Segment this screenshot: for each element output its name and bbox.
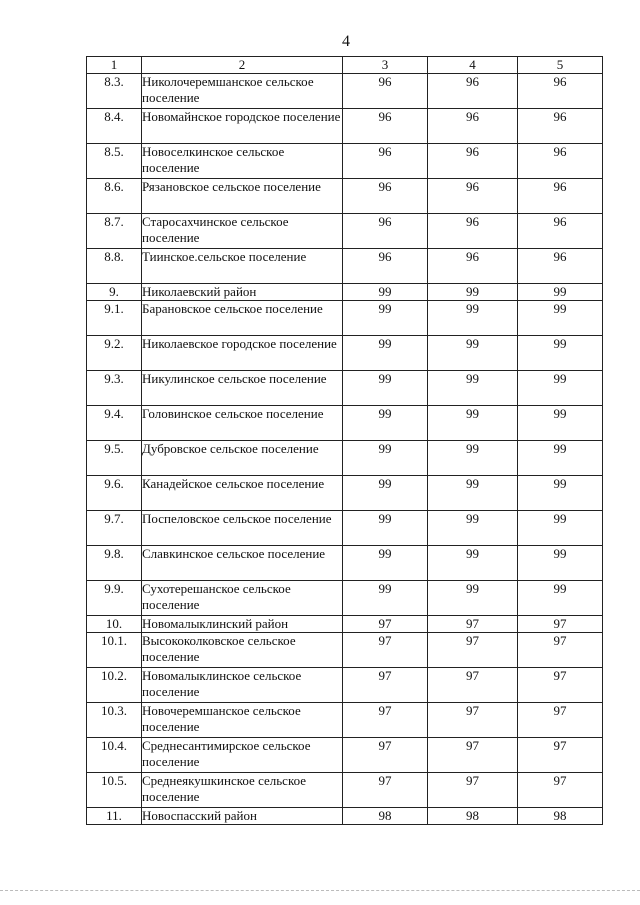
row-value-col4: 96 [428, 214, 518, 249]
row-name: Новомайнское городское поселение [142, 109, 343, 144]
row-number: 8.8. [87, 249, 142, 284]
row-value-col5: 99 [518, 581, 603, 616]
row-number: 9.9. [87, 581, 142, 616]
row-number: 8.5. [87, 144, 142, 179]
row-name: Канадейское сельское поселение [142, 476, 343, 511]
row-value-col5: 97 [518, 633, 603, 668]
table-row [87, 371, 603, 406]
row-value-col5: 96 [518, 249, 603, 284]
row-value-col5: 99 [518, 441, 603, 476]
row-value-col4: 99 [428, 406, 518, 441]
table-row [87, 703, 603, 738]
row-number: 10. [87, 616, 142, 633]
row-name: Дубровское сельское поселение [142, 441, 343, 476]
row-value-col3: 96 [343, 109, 428, 144]
scan-edge-line [0, 890, 640, 891]
row-number: 8.6. [87, 179, 142, 214]
row-value-col4: 99 [428, 284, 518, 301]
row-value-col3: 99 [343, 476, 428, 511]
row-value-col4: 97 [428, 616, 518, 633]
row-name: Рязановское сельское поселение [142, 179, 343, 214]
table-row [87, 738, 603, 773]
row-value-col4: 96 [428, 109, 518, 144]
row-name: Никулинское сельское поселение [142, 371, 343, 406]
table-header-row [87, 57, 603, 74]
table-row [87, 773, 603, 808]
row-number: 8.3. [87, 74, 142, 109]
row-value-col5: 97 [518, 668, 603, 703]
row-name: Среднесантимирское сельское поселение [142, 738, 343, 773]
row-value-col4: 97 [428, 738, 518, 773]
row-number: 8.4. [87, 109, 142, 144]
row-value-col4: 96 [428, 74, 518, 109]
header-col-1: 1 [87, 57, 142, 74]
table-row [87, 214, 603, 249]
row-value-col5: 96 [518, 144, 603, 179]
table-row [87, 808, 603, 825]
row-value-col5: 96 [518, 109, 603, 144]
row-value-col5: 97 [518, 738, 603, 773]
row-value-col3: 99 [343, 301, 428, 336]
row-value-col3: 97 [343, 668, 428, 703]
table-row [87, 406, 603, 441]
row-number: 9.4. [87, 406, 142, 441]
row-value-col5: 96 [518, 179, 603, 214]
row-name: Николочеремшанское сельское поселение [142, 74, 343, 109]
header-col-4: 4 [428, 57, 518, 74]
row-name: Николаевский район [142, 284, 343, 301]
row-number: 10.2. [87, 668, 142, 703]
row-value-col3: 97 [343, 703, 428, 738]
row-value-col3: 96 [343, 249, 428, 284]
row-number: 10.5. [87, 773, 142, 808]
row-name: Новоспасский район [142, 808, 343, 825]
row-value-col5: 99 [518, 301, 603, 336]
header-col-5: 5 [518, 57, 603, 74]
row-value-col5: 96 [518, 214, 603, 249]
row-value-col4: 99 [428, 441, 518, 476]
row-name: Барановское сельское поселение [142, 301, 343, 336]
row-name: Головинское сельское поселение [142, 406, 343, 441]
row-name: Старосахчинское сельское поселение [142, 214, 343, 249]
row-value-col3: 97 [343, 633, 428, 668]
data-table [86, 56, 603, 825]
row-value-col3: 99 [343, 336, 428, 371]
header-col-2: 2 [142, 57, 343, 74]
row-number: 11. [87, 808, 142, 825]
row-value-col4: 97 [428, 703, 518, 738]
row-number: 9.5. [87, 441, 142, 476]
row-value-col4: 99 [428, 546, 518, 581]
row-name: Новомалыклинское сельское поселение [142, 668, 343, 703]
row-number: 9.1. [87, 301, 142, 336]
table-row [87, 336, 603, 371]
header-col-3: 3 [343, 57, 428, 74]
row-value-col3: 96 [343, 214, 428, 249]
row-value-col5: 98 [518, 808, 603, 825]
row-value-col4: 99 [428, 301, 518, 336]
table-row [87, 581, 603, 616]
row-number: 10.1. [87, 633, 142, 668]
table-row [87, 249, 603, 284]
row-number: 9. [87, 284, 142, 301]
table-row [87, 616, 603, 633]
row-value-col5: 99 [518, 511, 603, 546]
row-name: Тиинское.сельское поселение [142, 249, 343, 284]
row-name: Высококолковское сельское поселение [142, 633, 343, 668]
row-value-col3: 96 [343, 179, 428, 214]
row-number: 9.3. [87, 371, 142, 406]
row-name: Славкинское сельское поселение [142, 546, 343, 581]
row-name: Поспеловское сельское поселение [142, 511, 343, 546]
row-value-col3: 97 [343, 616, 428, 633]
row-value-col4: 99 [428, 476, 518, 511]
row-name: Среднеякушкинское сельское поселение [142, 773, 343, 808]
table-row [87, 74, 603, 109]
row-value-col3: 97 [343, 773, 428, 808]
row-value-col5: 97 [518, 703, 603, 738]
row-number: 9.6. [87, 476, 142, 511]
row-value-col4: 96 [428, 179, 518, 214]
table-row [87, 546, 603, 581]
row-value-col4: 96 [428, 249, 518, 284]
row-value-col5: 99 [518, 406, 603, 441]
row-value-col5: 99 [518, 476, 603, 511]
row-value-col4: 97 [428, 773, 518, 808]
row-value-col4: 96 [428, 144, 518, 179]
row-value-col3: 96 [343, 144, 428, 179]
row-value-col4: 99 [428, 511, 518, 546]
row-number: 9.8. [87, 546, 142, 581]
row-value-col4: 97 [428, 668, 518, 703]
row-value-col3: 96 [343, 74, 428, 109]
table-row [87, 668, 603, 703]
row-value-col4: 98 [428, 808, 518, 825]
row-value-col5: 99 [518, 546, 603, 581]
row-value-col4: 99 [428, 581, 518, 616]
page-number: 4 [342, 33, 350, 50]
row-value-col5: 99 [518, 371, 603, 406]
row-value-col3: 99 [343, 441, 428, 476]
row-value-col3: 99 [343, 371, 428, 406]
row-value-col5: 97 [518, 616, 603, 633]
table-row [87, 179, 603, 214]
row-number: 8.7. [87, 214, 142, 249]
row-name: Новомалыклинский район [142, 616, 343, 633]
row-number: 10.4. [87, 738, 142, 773]
row-value-col3: 99 [343, 581, 428, 616]
row-value-col4: 99 [428, 336, 518, 371]
row-value-col5: 97 [518, 773, 603, 808]
row-name: Новоселкинское сельское поселение [142, 144, 343, 179]
row-value-col3: 99 [343, 546, 428, 581]
row-value-col5: 99 [518, 336, 603, 371]
row-value-col5: 96 [518, 74, 603, 109]
row-value-col3: 98 [343, 808, 428, 825]
table-row [87, 511, 603, 546]
table-row [87, 109, 603, 144]
row-value-col4: 97 [428, 633, 518, 668]
row-name: Николаевское городское поселение [142, 336, 343, 371]
row-name: Новочеремшанское сельское поселение [142, 703, 343, 738]
row-value-col3: 99 [343, 511, 428, 546]
row-value-col5: 99 [518, 284, 603, 301]
row-number: 10.3. [87, 703, 142, 738]
table-row [87, 476, 603, 511]
row-value-col4: 99 [428, 371, 518, 406]
table-row [87, 301, 603, 336]
row-value-col3: 99 [343, 284, 428, 301]
table-row [87, 144, 603, 179]
row-number: 9.2. [87, 336, 142, 371]
row-value-col3: 99 [343, 406, 428, 441]
row-value-col3: 97 [343, 738, 428, 773]
table-row [87, 284, 603, 301]
row-name: Сухотерешанское сельское поселение [142, 581, 343, 616]
table-row [87, 633, 603, 668]
table-row [87, 441, 603, 476]
row-number: 9.7. [87, 511, 142, 546]
